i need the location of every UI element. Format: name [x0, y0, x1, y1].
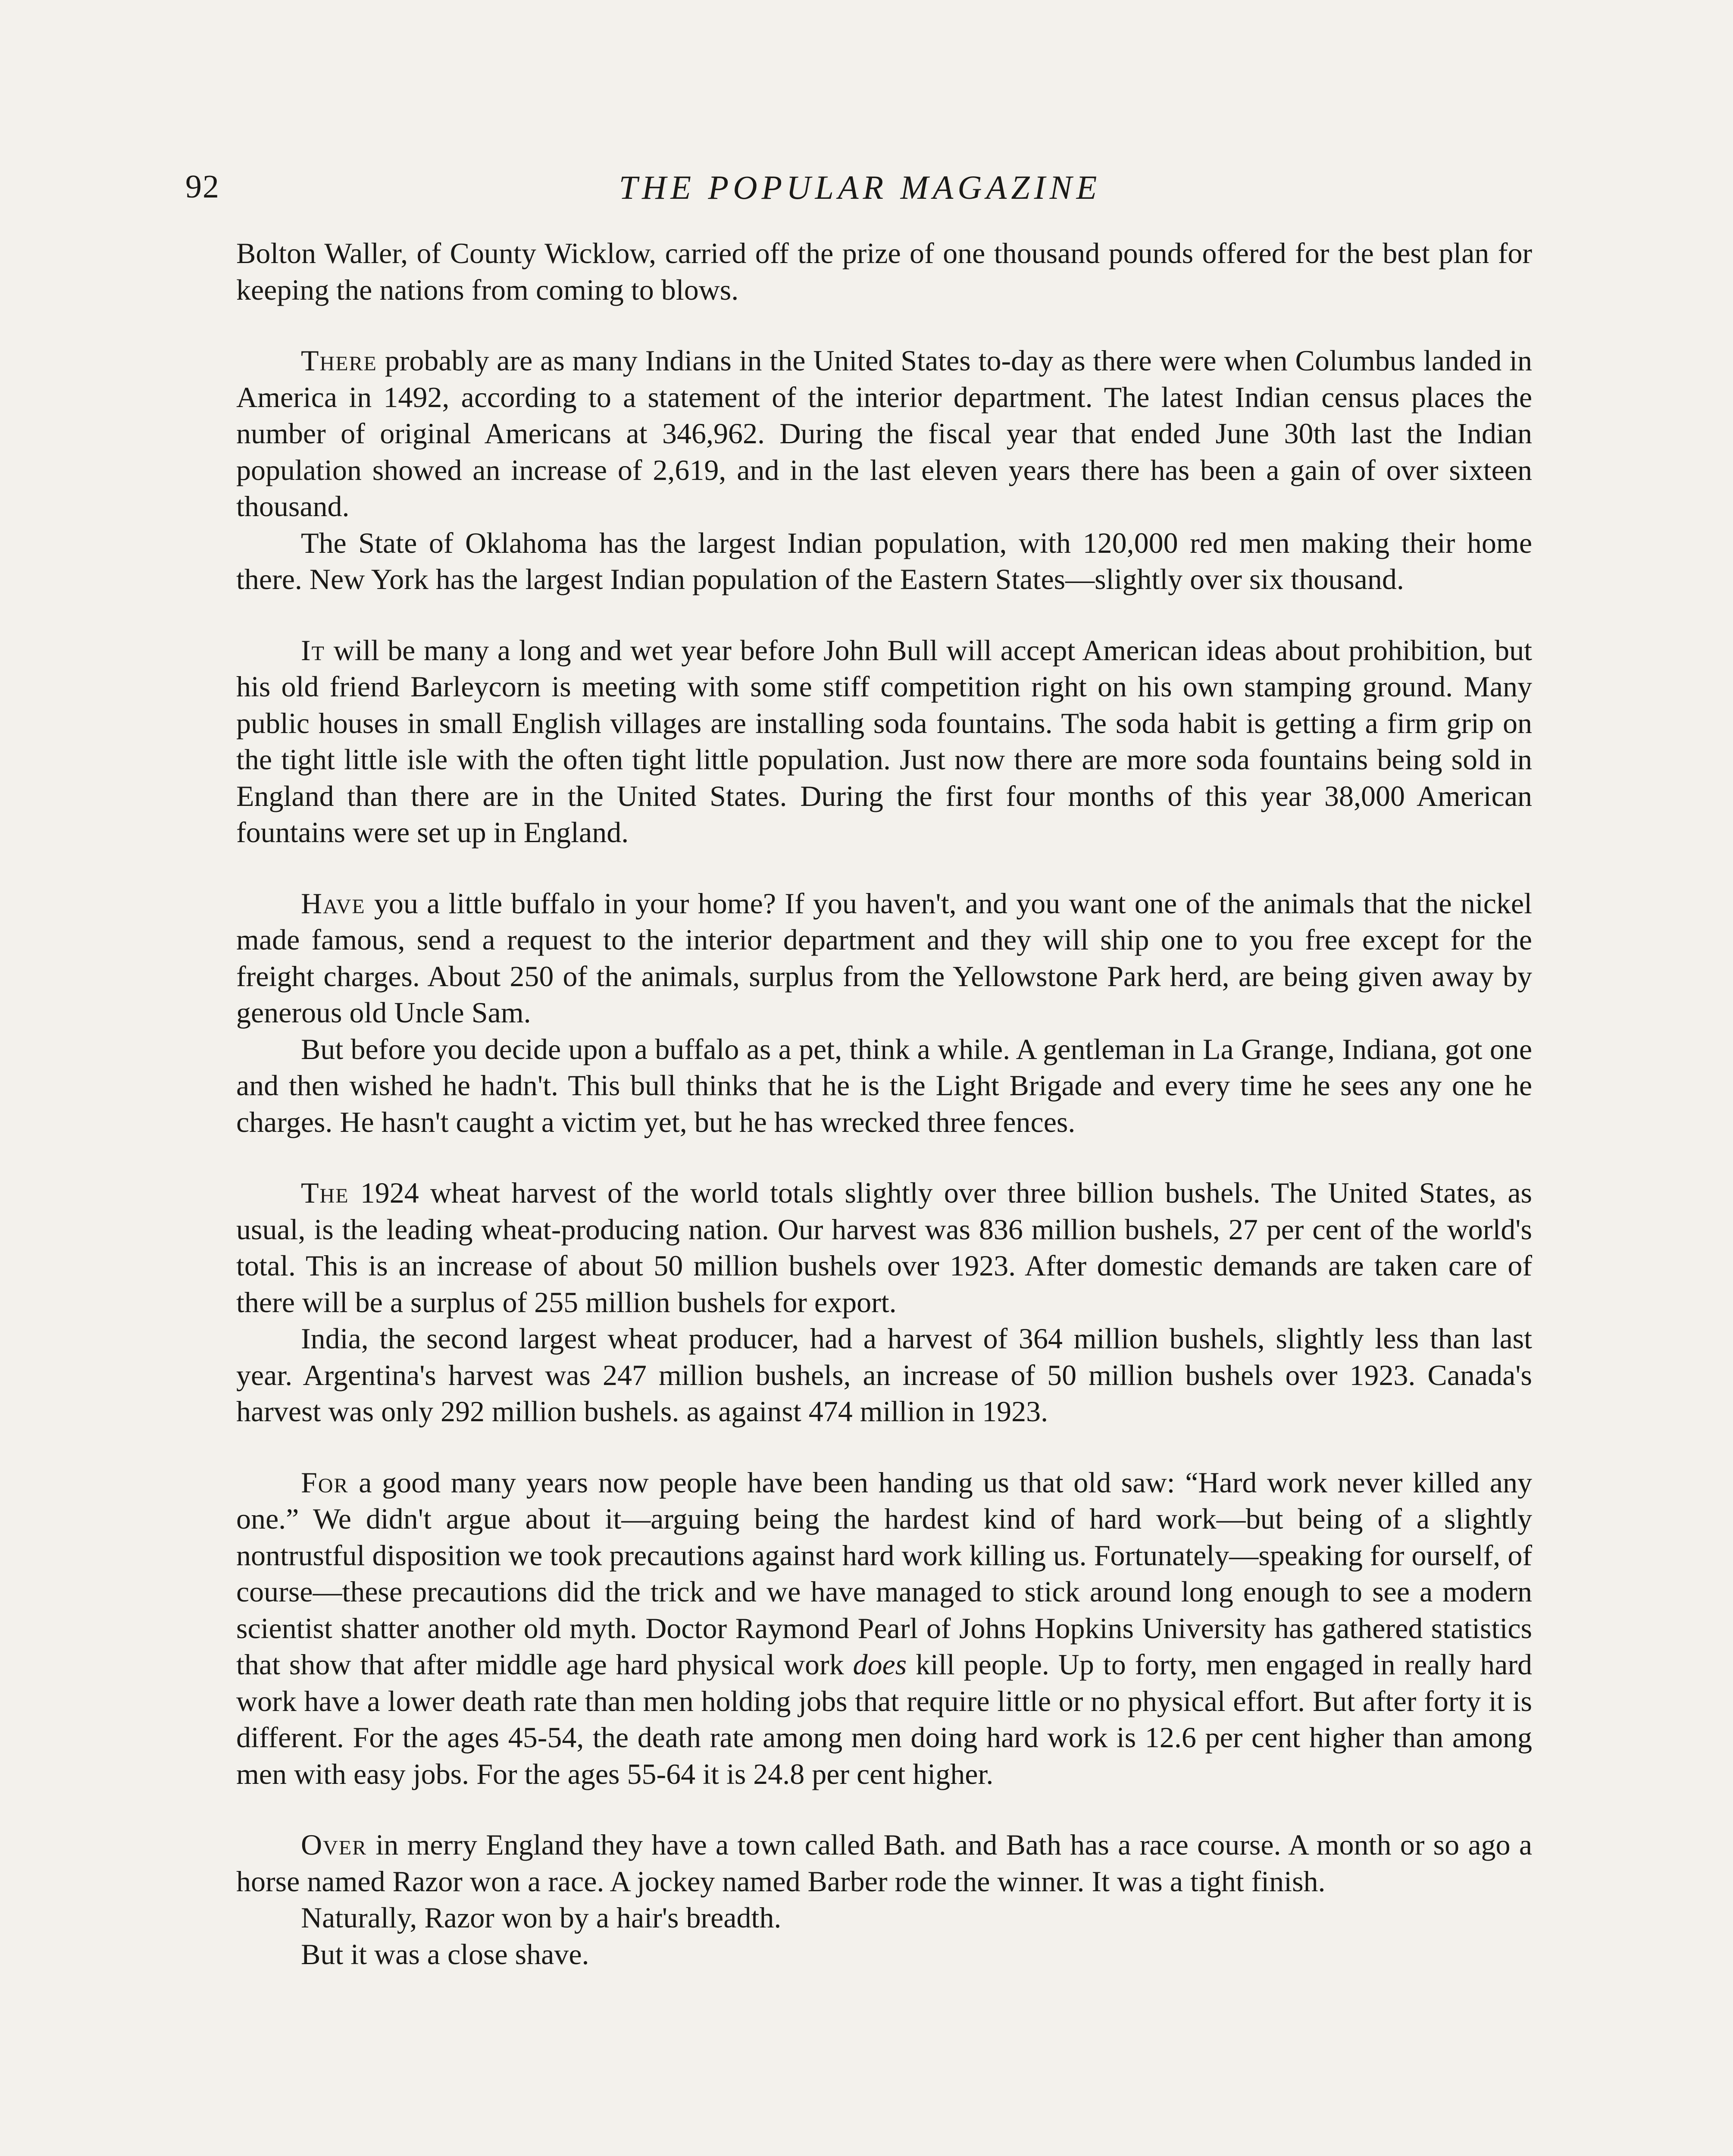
paragraph-lead: It — [301, 633, 325, 667]
paragraph-buffalo — [236, 885, 1532, 1031]
paragraph-text: probably are as many Indians in the United States to-day as there were when Columbus landed in America in 1492, according to a statement of the interior department. The latest Indian census places the number of original Americans at 346,962. During the fiscal year that ended June 30th last the Indian population showed an increase of 2,619, and in the last eleven years there has been a gain of over sixteen thousand. — [236, 344, 1532, 523]
paragraph-text: But before you decide upon a buffalo as a pet, think a while. A gentleman in La Grange, Indiana, got one and then wished he hadn't. This bull thinks that he is the Light Brigade and every time he sees any one he charges. He hasn't caught a victim yet, but he has wrecked three fences. — [236, 1032, 1532, 1138]
paragraph-hard-work — [236, 1464, 1532, 1792]
paragraph-text: But it was a close shave. — [301, 1937, 589, 1971]
paragraph-lead: For — [301, 1466, 349, 1499]
paragraph-prize — [236, 235, 1532, 308]
paragraph-lead: The — [301, 1176, 349, 1209]
paragraph-lead: There — [301, 344, 377, 377]
paragraph-oklahoma — [236, 525, 1532, 598]
paragraph-text: 1924 wheat harvest of the world totals slightly over three billion bushels. The United States, as usual, is the leading wheat-producing nation. Our harvest was 836 million bushels, 27 per cent of the world's total. This is an increase of about 50 million bushels over 1923. After domestic demands are taken care of there will be a surplus of 255 million bushels for export. — [236, 1176, 1532, 1319]
paragraph-text: The State of Oklahoma has the largest Indian population, with 120,000 red men making their home there. New York has the largest Indian population of the Eastern States—slightly over six thousand. — [236, 526, 1532, 595]
paragraph-bath-race — [236, 1827, 1532, 1899]
paragraph-lead: Have — [301, 887, 366, 920]
paragraph-text: will be many a long and wet year before John Bull will accept American ideas about prohibition, but his old friend Barleycorn is meeting with some stiff competition right on his own stamping ground. Many public houses in small English villages are installing soda fountains. The soda habit is getting a firm grip on the tight little isle with the often tight little population. Just now there are more soda fountains being sold in England than there are in the United States. During the first four months of this year 38,000 American fountains were set up in England. — [236, 633, 1532, 849]
paragraph-close-shave — [236, 1936, 1532, 1973]
paragraph-text: a good many years now people have been handing us that old saw: “Hard work never killed any one.” We didn't argue about it—arguing being the hardest kind of hard work—but being of a slightly nontrustful disposition we took precautions against hard work killing us. Fortunately—speaking for ourself, of course—these precautions did the trick and we have managed to stick around long enough to see a modern scientist shatter another old myth. Doctor Raymond Pearl of Johns Hopkins University has gathered statistics that show that after middle age hard physical work — [236, 1466, 1532, 1681]
paragraph-emphasis: does — [853, 1648, 907, 1681]
paragraph-text: Naturally, Razor won by a hair's breadth. — [301, 1901, 782, 1934]
paragraph-wheat-producers — [236, 1320, 1532, 1430]
paragraph-text-continued: kill people. Up to forty, men engaged in really hard work have a lower death rate than men holding jobs that require little or no physical effort. But after forty it is different. For the ages 45-54, the death rate among men doing hard work is 12.6 per cent higher than among men with easy jobs. For the ages 55-64 it is 24.8 per cent higher. — [236, 1648, 1532, 1790]
paragraph-text: India, the second largest wheat producer, had a harvest of 364 million bushels, slightly less than last year. Argentina's harvest was 247 million bushels, an increase of 50 million bushels over 1923. Canada's harvest was only 292 million bushels. as against 474 million in 1923. — [236, 1322, 1532, 1428]
article-body — [236, 235, 1532, 1972]
paragraph-razor — [236, 1899, 1532, 1936]
paragraph-text: in merry England they have a town called Bath. and Bath has a race course. A month or so ago a horse named Razor won a race. A jockey named Barber rode the winner. It was a tight finish. — [236, 1828, 1532, 1898]
paragraph-soda-fountains — [236, 632, 1532, 851]
paragraph-buffalo-pet — [236, 1031, 1532, 1141]
paragraph-lead: Over — [301, 1828, 367, 1861]
paragraph-text: you a little buffalo in your home? If you haven't, and you want one of the animals that the nickel made famous, send a request to the interior department and they will ship one to you free except for the freight charges. About 250 of the animals, surplus from the Yellowstone Park herd, are being given away by generous old Uncle Sam. — [236, 887, 1532, 1029]
paragraph-indians — [236, 342, 1532, 525]
page-header — [185, 168, 1535, 220]
page-number: 92 — [185, 169, 220, 205]
paragraph-wheat — [236, 1175, 1532, 1320]
paragraph-text: Bolton Waller, of County Wicklow, carried off the prize of one thousand pounds offered for the best plan for keeping the nations from coming to blows. — [236, 237, 1532, 306]
running-head: THE POPULAR MAGAZINE — [619, 169, 1101, 206]
